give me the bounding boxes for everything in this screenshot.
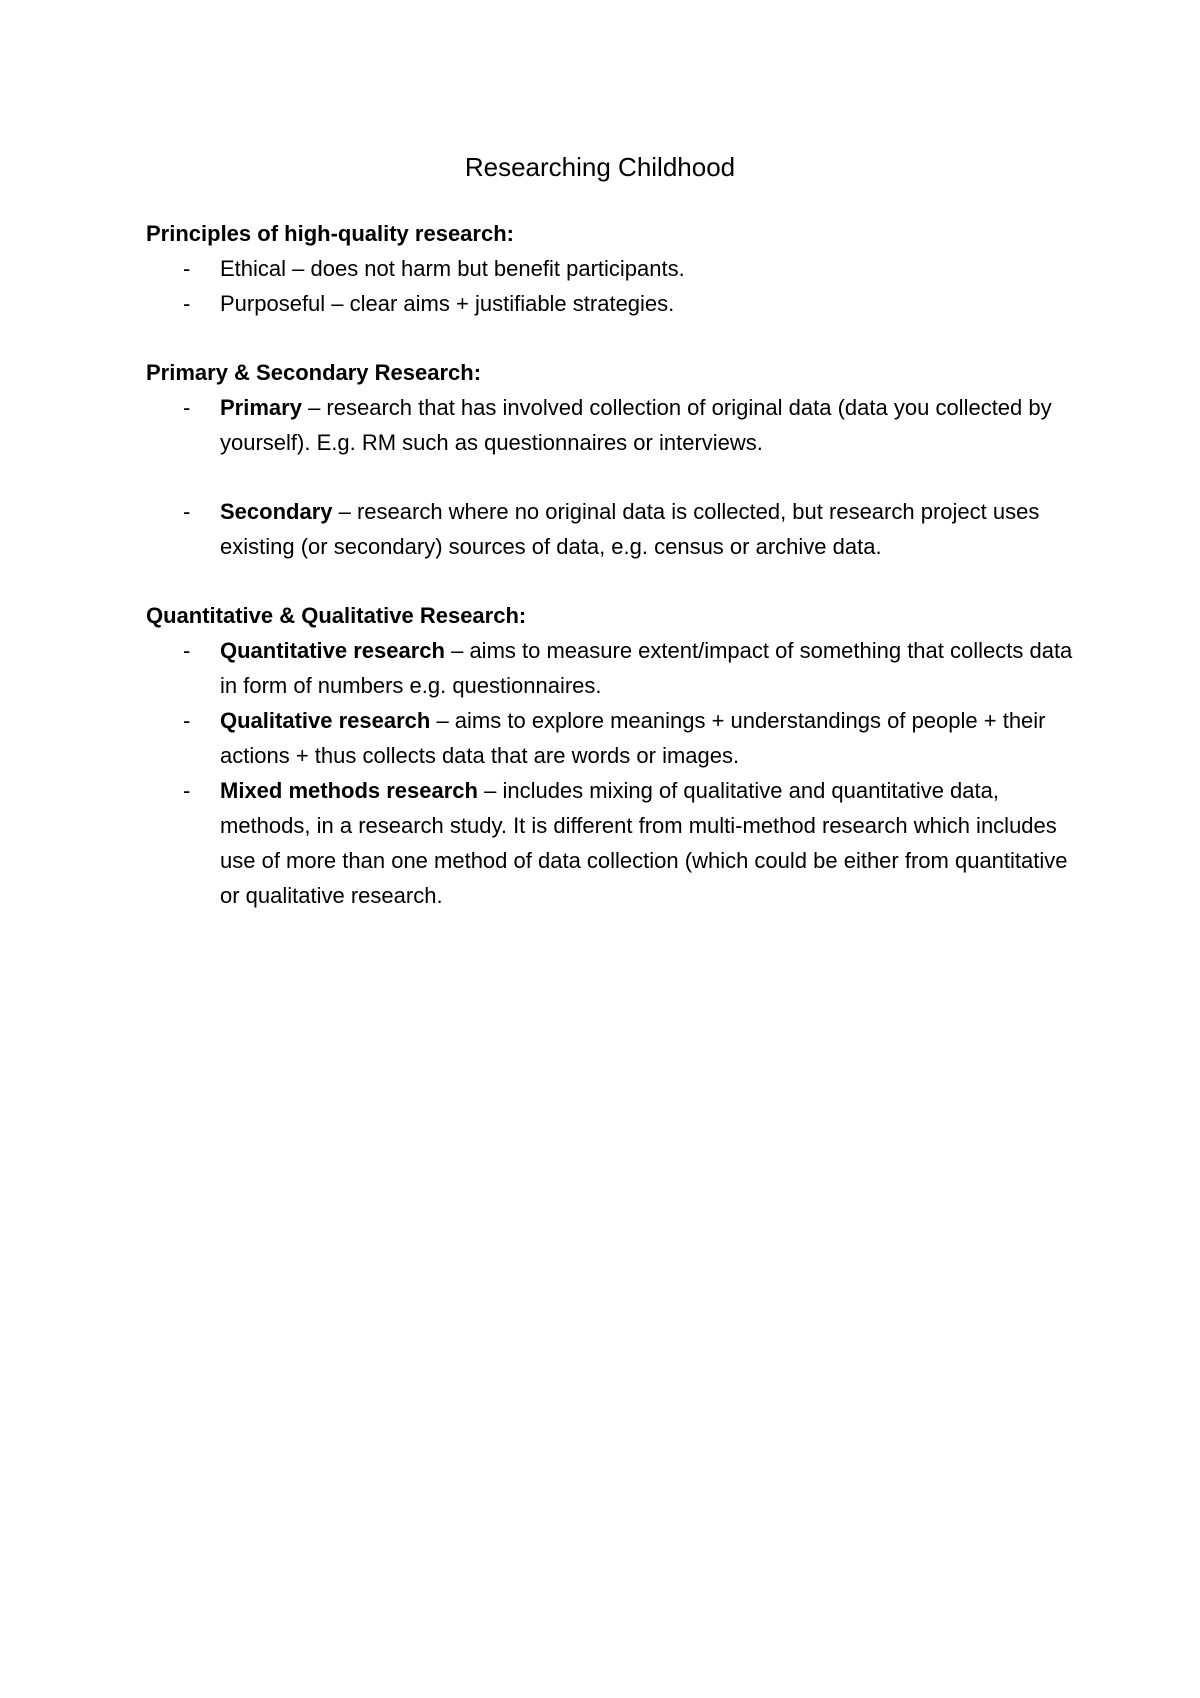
dash-marker: - [183, 395, 191, 420]
dash-marker: - [183, 708, 191, 733]
list-item [146, 773, 1076, 913]
section-quantitative-qualitative [146, 598, 1076, 913]
bullet-list [146, 390, 1076, 564]
list-item [146, 494, 1076, 564]
item-term: Primary [220, 395, 302, 420]
item-text: Ethical – does not harm but benefit participants. [220, 256, 685, 281]
section-primary-secondary [146, 355, 1076, 564]
section-principles [146, 216, 1076, 321]
list-item [146, 390, 1076, 460]
list-item [146, 703, 1076, 773]
dash-marker: - [183, 499, 191, 524]
section-heading: Quantitative & Qualitative Research: [146, 603, 527, 628]
item-term: Mixed methods research [220, 778, 478, 803]
item-text: – includes mixing of qualitative and quantitative data, methods, in a research study. It is different from multi-method research which includes use of more than one method of data collection (which could be either from quantitative or qualitative research. [220, 778, 1068, 908]
item-text: – aims to measure extent/impact of something that collects data in form of numbers e.g. questionnaires. [220, 638, 1073, 698]
item-text: – aims to explore meanings + understandings of people + their actions + thus collects data that are words or images. [220, 708, 1046, 768]
document-body [146, 216, 1076, 947]
list-item [146, 633, 1076, 703]
dash-marker: - [183, 638, 191, 663]
list-item [146, 251, 1076, 286]
item-term: Secondary [220, 499, 333, 524]
section-heading: Primary & Secondary Research: [146, 360, 482, 385]
bullet-list [146, 251, 1076, 321]
document-title: Researching Childhood [464, 152, 736, 182]
list-item [146, 286, 1076, 321]
dash-marker: - [183, 291, 191, 316]
dash-marker: - [183, 778, 191, 803]
bullet-list [146, 633, 1076, 913]
section-heading: Principles of high-quality research: [146, 221, 514, 246]
item-text: – research that has involved collection of original data (data you collected by yourself). E.g. RM such as questionnaires or interviews. [220, 395, 1052, 455]
dash-marker: - [183, 256, 191, 281]
item-text: Purposeful – clear aims + justifiable strategies. [220, 291, 675, 316]
item-term: Quantitative research [220, 638, 445, 663]
item-text: – research where no original data is collected, but research project uses existing (or secondary) sources of data, e.g. census or archive data. [220, 499, 1040, 559]
item-term: Qualitative research [220, 708, 431, 733]
